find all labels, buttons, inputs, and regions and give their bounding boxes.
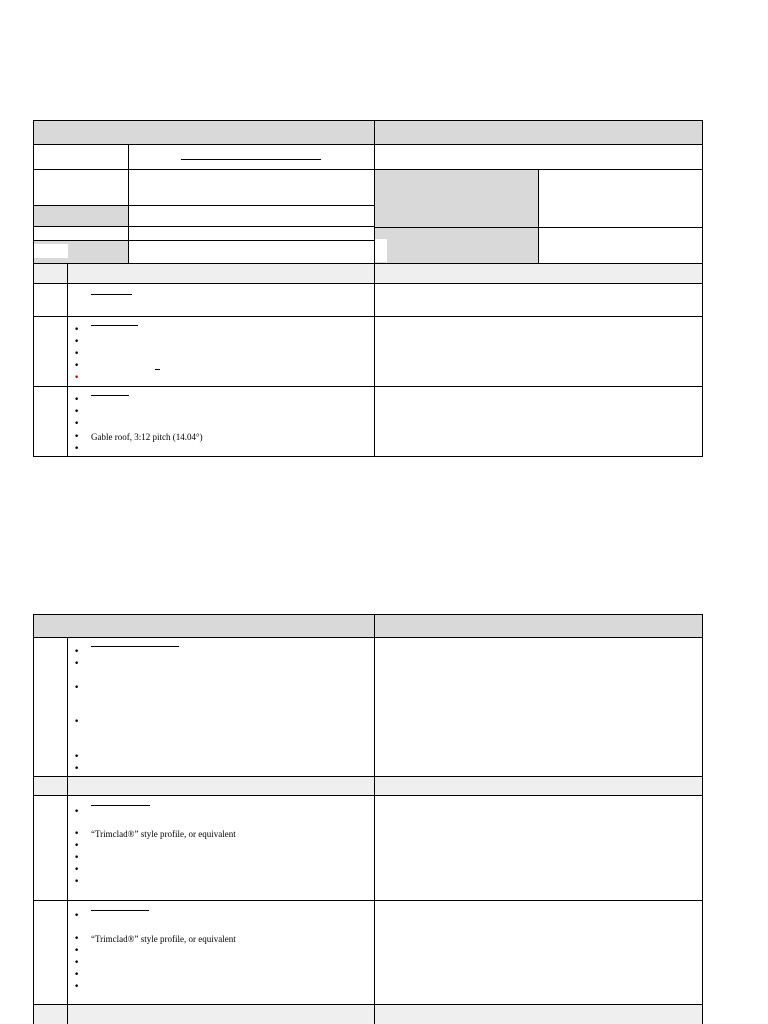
bullet: • — [74, 444, 80, 454]
t2-row-num — [33, 900, 68, 1005]
bullet: • — [74, 829, 80, 839]
t1-row-right — [374, 386, 703, 457]
bullet: • — [74, 958, 80, 968]
t1-section-left — [67, 263, 375, 284]
t2-row-heading-underline — [91, 805, 150, 806]
t2-row-num — [33, 637, 68, 777]
t2-row-right — [374, 637, 703, 777]
t2-row-right — [374, 900, 703, 1005]
t1-value-cell — [128, 169, 375, 206]
bullet: • — [74, 934, 80, 944]
t1-value-cell — [128, 240, 375, 264]
bullet: • — [74, 717, 80, 727]
t2-row-right — [374, 795, 703, 901]
white-patch — [34, 244, 68, 258]
t1-value-cell — [128, 205, 375, 227]
bullet: • — [74, 361, 80, 371]
t2-row-num — [33, 795, 68, 901]
t1-right-shaded-cell — [374, 169, 539, 228]
t1-label-cell — [33, 205, 129, 227]
bullet: • — [74, 407, 80, 417]
trim-spec-text: “Trimclad®” style profile, or equivalent — [91, 934, 236, 944]
t2-section-left — [67, 776, 375, 796]
t1-row-content — [67, 283, 375, 317]
t1-label-cell — [33, 144, 129, 170]
t1-section-num — [33, 263, 68, 284]
t1-row-heading-underline — [91, 325, 138, 326]
bullet: • — [74, 764, 80, 774]
t1-row-num — [33, 316, 68, 387]
t2-section-left — [67, 1004, 375, 1024]
t2-section-right — [374, 1004, 703, 1024]
t1-row-content — [67, 316, 375, 387]
t2-row-content — [67, 637, 375, 777]
t1-label-cell — [33, 226, 129, 241]
t2-header-left — [33, 614, 375, 638]
bullet: • — [74, 325, 80, 335]
t1-row-heading-underline — [91, 395, 129, 396]
t1-value-cell — [128, 144, 375, 170]
t1-row-content — [67, 386, 375, 457]
bullet: • — [74, 841, 80, 851]
t2-row-heading-underline — [91, 646, 179, 647]
t1-row-heading-underline — [91, 294, 132, 295]
t1-right-cell — [538, 169, 703, 228]
t2-section-num — [33, 1004, 68, 1024]
bullet: • — [74, 807, 80, 817]
t1-right-cell — [374, 144, 703, 170]
white-patch — [375, 239, 387, 262]
t2-section-right — [374, 776, 703, 796]
bullet: • — [74, 432, 80, 442]
t1-section-right — [374, 263, 703, 284]
t1-header-left — [33, 120, 375, 145]
bullet: • — [74, 419, 80, 429]
white-patch — [129, 241, 143, 262]
t1-row-right — [374, 283, 703, 317]
bullet: • — [74, 659, 80, 669]
roof-spec-text: Gable roof, 3:12 pitch (14.04°) — [91, 432, 203, 442]
t1-right-shaded-cell — [374, 227, 539, 264]
t1-row-num — [33, 283, 68, 317]
t2-row-content — [67, 795, 375, 901]
t2-header-right — [374, 614, 703, 638]
bullet: • — [74, 752, 80, 762]
t1-value-cell — [128, 226, 375, 241]
t1-header-right — [374, 120, 703, 145]
t1-row-right — [374, 316, 703, 387]
bullet-red: • — [74, 373, 80, 383]
bullet: • — [74, 877, 80, 887]
bullet: • — [74, 853, 80, 863]
t1-row-num — [33, 386, 68, 457]
t2-row-content — [67, 900, 375, 1005]
bullet: • — [74, 911, 80, 921]
bullet: • — [74, 970, 80, 980]
t1-right-cell — [538, 227, 703, 264]
t2-row-heading-underline — [91, 910, 149, 911]
bullet: • — [74, 395, 80, 405]
bullet: • — [74, 337, 80, 347]
t2-section-num — [33, 776, 68, 796]
trim-spec-text: “Trimclad®” style profile, or equivalent — [91, 829, 236, 839]
dash-mark — [155, 369, 160, 370]
t1-value-underline — [181, 159, 321, 160]
bullet: • — [74, 865, 80, 875]
bullet: • — [74, 946, 80, 956]
bullet: • — [74, 683, 80, 693]
bullet: • — [74, 982, 80, 992]
bullet: • — [74, 349, 80, 359]
bullet: • — [74, 647, 80, 657]
t1-label-cell — [33, 169, 129, 206]
